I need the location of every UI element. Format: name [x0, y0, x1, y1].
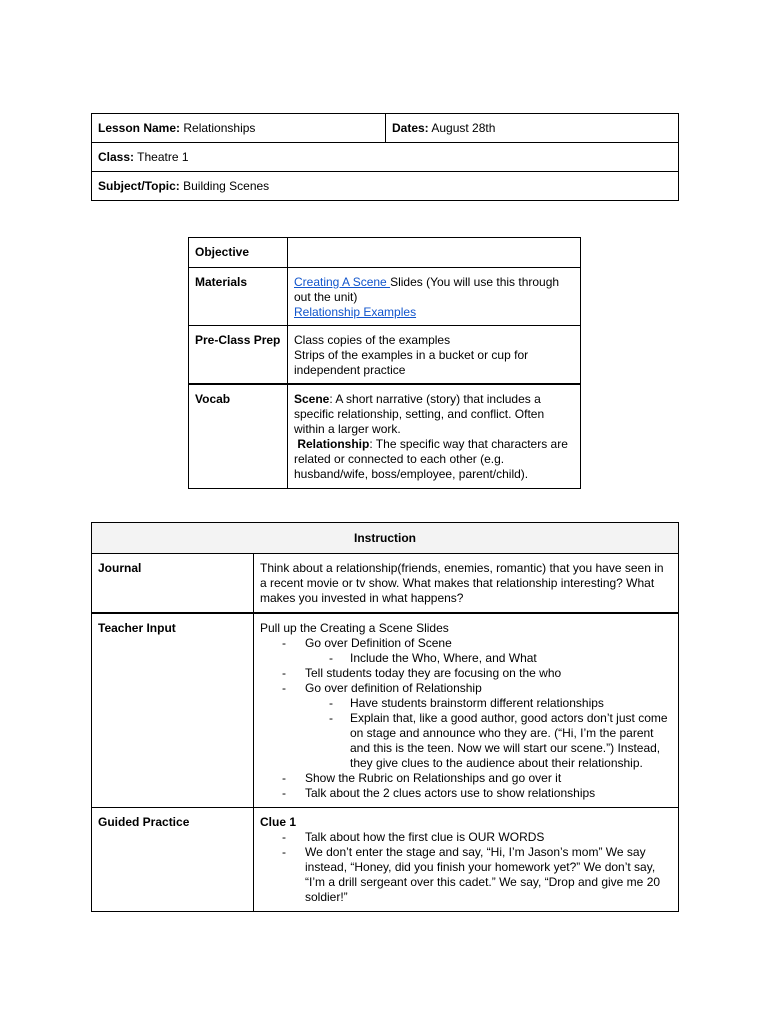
- list-item: - Talk about the 2 clues actors use to show relationships: [282, 786, 596, 800]
- materials-text: Slides (You will use this through out the unit): [294, 275, 560, 304]
- instruction-table: [91, 522, 679, 912]
- prep-line: Class copies of the examples: [294, 333, 451, 347]
- prep-line: Strips of the examples in a bucket or cup for independent practice: [294, 348, 529, 377]
- guided-practice-label: Guided Practice: [92, 808, 254, 912]
- objective-label: Objective: [189, 238, 288, 268]
- list-item: - Go over Definition of Scene - Include the Who, Where, and What: [260, 636, 672, 666]
- guided-practice-list: [260, 830, 672, 905]
- lesson-name-cell: [92, 114, 386, 143]
- vocab-label: Vocab: [189, 384, 288, 489]
- journal-text: Think about a relationship(friends, enemies, romantic) that you have seen in a recent movie or tv show. What makes that relationship interesting? What makes you invested in what happens?: [254, 554, 679, 614]
- teacher-input-intro: Pull up the Creating a Scene Slides: [260, 621, 449, 635]
- guided-practice-content: [254, 808, 679, 912]
- teacher-input-list: [260, 636, 672, 801]
- clue-heading: Clue 1: [260, 815, 297, 829]
- teacher-input-content: [254, 613, 679, 808]
- vocab-value: [288, 384, 581, 489]
- dates-cell: [386, 114, 679, 143]
- vocab-definition: : A short narrative (story) that includes a specific relationship, setting, and conflict. Often within a larger work.: [294, 392, 545, 436]
- instruction-heading: Instruction: [92, 523, 679, 554]
- lesson-header-table: [91, 113, 679, 201]
- list-item: - Tell students today they are focusing on the who: [282, 666, 562, 680]
- list-item: - Go over definition of Relationship - Have students brainstorm different relationships - Explain that, like a good author, good actors don’t just come on stage and announce who they are. (“Hi, I’m the parent and this is the teen. Now we will start our scene.”) Instead, they give clues to the audience about their relationship.: [260, 681, 672, 771]
- vocab-term: Scene: [294, 392, 330, 406]
- class-label: Class:: [98, 149, 135, 164]
- class-cell: [92, 143, 679, 172]
- pre-class-prep-value: [288, 326, 581, 385]
- pre-class-prep-label: Pre-Class Prep: [189, 326, 288, 385]
- lesson-name-label: Lesson Name:: [98, 120, 181, 135]
- relationship-examples-link[interactable]: Relationship Examples: [294, 305, 417, 319]
- dates-value: August 28th: [428, 120, 496, 135]
- materials-label: Materials: [189, 268, 288, 326]
- materials-value: [288, 268, 581, 326]
- vocab-definition: : The specific way that characters are related or connected to each other (e.g. husband/wife, boss/employee, parent/child).: [294, 437, 568, 481]
- subject-cell: [92, 172, 679, 201]
- vocab-entry: [294, 437, 574, 482]
- lesson-plan-table: [188, 237, 581, 489]
- list-item: - Explain that, like a good author, good actors don’t just come on stage and announce who they are. (“Hi, I’m the parent and this is the teen. Now we will start our scene.”) Instead, they give clues to the audience about their relationship.: [329, 711, 668, 770]
- teacher-input-label: Teacher Input: [92, 613, 254, 808]
- list-item: - We don’t enter the stage and say, “Hi, I’m Jason’s mom” We say instead, “Honey, did you finish your homework yet?” We don’t say, “I’m a drill sergeant over this cadet.” We say, “Drop and give me 20 soldier!”: [282, 845, 661, 904]
- vocab-term: Relationship: [297, 437, 370, 451]
- journal-label: Journal: [92, 554, 254, 614]
- list-item: - Include the Who, Where, and What: [329, 651, 537, 665]
- list-item: - Have students brainstorm different relationships: [329, 696, 604, 710]
- creating-a-scene-link[interactable]: Creating A Scene: [294, 275, 391, 289]
- class-value: Theatre 1: [134, 149, 189, 164]
- objective-value: [288, 238, 581, 268]
- lesson-name-value: Relationships: [180, 120, 256, 135]
- dates-label: Dates:: [392, 120, 429, 135]
- list-item: - Talk about how the first clue is OUR WORDS: [282, 830, 545, 844]
- subject-value: Building Scenes: [179, 178, 270, 193]
- vocab-entry: [294, 392, 574, 437]
- list-item: - Show the Rubric on Relationships and go over it: [282, 771, 562, 785]
- subject-label: Subject/Topic:: [98, 178, 180, 193]
